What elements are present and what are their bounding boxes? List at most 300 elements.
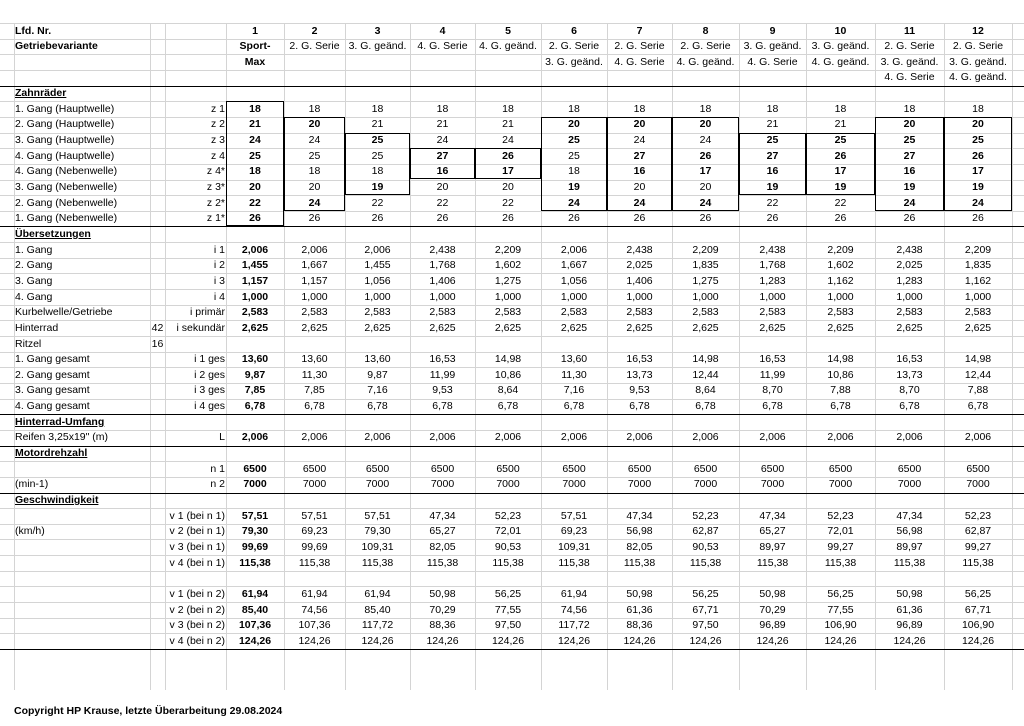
value-cell: 18 (308, 102, 321, 115)
row-symbol: v 4 (bei n 2) (169, 634, 225, 647)
row-symbol: v 1 (bei n 2) (169, 587, 225, 600)
value-cell: 2,025 (896, 259, 923, 272)
column-number: 7 (636, 24, 643, 37)
row-label: Hinterrad (15, 321, 59, 334)
value-cell: 97,50 (692, 619, 719, 632)
value-cell: 26 (699, 149, 712, 162)
value-cell: 52,23 (827, 509, 854, 522)
row-separator (0, 493, 1024, 494)
value-cell: 1,000 (241, 290, 269, 303)
value-cell: 6500 (302, 462, 327, 475)
column-variant: 3. G. geänd. (949, 55, 1007, 68)
value-cell: 2,625 (560, 321, 588, 334)
value-cell: 50,98 (896, 587, 923, 600)
value-cell: 24 (249, 134, 261, 147)
lfd-nr-label: Lfd. Nr. (15, 24, 52, 37)
section-title: Hinterrad-Umfang (15, 415, 105, 428)
value-cell: 13,60 (301, 353, 328, 366)
row-symbol: z 4 (210, 149, 225, 162)
value-cell: 57,51 (364, 509, 391, 522)
value-cell: 17 (972, 165, 984, 178)
row-symbol: v 2 (bei n 2) (169, 603, 225, 616)
value-cell: 2,583 (626, 306, 653, 319)
value-cell: 22 (249, 196, 261, 209)
column-number: 12 (972, 24, 984, 37)
value-cell: 26 (436, 212, 449, 225)
row-separator (0, 86, 1024, 87)
row-symbol: z 3* (206, 181, 225, 193)
value-cell (875, 571, 944, 586)
value-cell: 7000 (828, 478, 853, 491)
column-variant: 4. G. geänd. (811, 55, 870, 68)
value-cell: 72,01 (494, 525, 522, 538)
value-cell: 2,583 (759, 306, 786, 319)
value-cell: 99,69 (241, 540, 269, 553)
value-cell: 26 (568, 212, 580, 225)
column-variant: 3. G. geänd. (743, 40, 802, 53)
value-cell: 61,94 (301, 587, 328, 600)
value-cell: 2,438 (626, 243, 653, 256)
value-cell: 6500 (243, 462, 267, 475)
value-cell: 20 (633, 181, 646, 193)
value-cell: 11,99 (429, 368, 456, 381)
value-cell: 2,006 (827, 431, 854, 444)
value-cell: 16,53 (759, 353, 786, 366)
column-variant: 2. G. Serie (548, 40, 600, 53)
value-cell: 1,000 (896, 290, 923, 303)
row-label: 2. Gang (Hauptwelle) (15, 118, 115, 131)
value-cell: 1,768 (759, 259, 786, 272)
value-cell: 20 (308, 181, 321, 193)
value-cell: 1,056 (560, 274, 588, 287)
value-cell: 20 (903, 118, 916, 131)
value-cell (284, 337, 345, 352)
value-cell: 6500 (627, 462, 652, 475)
value-cell: 20 (972, 118, 984, 131)
value-cell: 124,26 (298, 634, 331, 647)
row-symbol: v 1 (bei n 1) (169, 509, 225, 522)
value-cell: 6500 (828, 462, 853, 475)
column-variant: 3. G. geänd. (348, 40, 407, 53)
value-cell: 19 (972, 181, 984, 193)
value-cell: 115,38 (824, 556, 857, 569)
value-cell: 8,70 (762, 384, 783, 397)
value-cell (284, 571, 345, 586)
value-cell: 61,94 (241, 587, 269, 600)
value-cell: 1,000 (364, 290, 391, 303)
value-cell: 124,26 (491, 634, 525, 647)
row-symbol: i 1 ges (194, 353, 225, 366)
value-cell: 24 (308, 196, 321, 209)
value-cell: 26 (972, 212, 984, 225)
value-cell: 69,23 (301, 525, 328, 538)
value-cell: 1,000 (560, 290, 588, 303)
value-cell: 2,625 (827, 321, 854, 334)
value-cell: 24 (308, 134, 321, 147)
value-cell: 47,34 (429, 509, 456, 522)
value-cell: 50,98 (759, 587, 786, 600)
column-variant: 4. G. geänd. (949, 71, 1007, 84)
value-cell: 1,602 (494, 259, 522, 272)
value-cell: 89,97 (896, 540, 923, 553)
row-symbol: i primär (189, 306, 225, 319)
value-cell: 2,625 (301, 321, 328, 334)
value-cell: 6,78 (244, 400, 266, 413)
value-cell: 82,05 (626, 540, 653, 553)
value-cell: 26 (249, 212, 261, 225)
value-cell: 6500 (496, 462, 520, 475)
value-cell: 26 (903, 212, 916, 225)
value-cell: 19 (371, 181, 384, 193)
value-cell: 69,23 (560, 525, 588, 538)
value-cell: 2,209 (494, 243, 522, 256)
value-cell: 2,583 (494, 306, 522, 319)
row-label: 1. Gang (Hauptwelle) (15, 102, 115, 115)
value-cell: 17 (502, 165, 514, 178)
value-cell: 14,98 (494, 353, 522, 366)
value-cell: 2,438 (896, 243, 923, 256)
value-cell: 24 (633, 196, 646, 209)
row-label: Kurbelwelle/Getriebe (15, 306, 113, 319)
value-cell: 6,78 (762, 400, 783, 413)
value-cell: 1,275 (494, 274, 522, 287)
value-cell: 56,25 (494, 587, 522, 600)
value-cell: 115,38 (689, 556, 722, 569)
value-cell: 27 (633, 149, 646, 162)
row-symbol (166, 571, 225, 586)
value-cell: 115,38 (298, 556, 331, 569)
value-cell: 24 (699, 134, 712, 147)
value-cell: 26 (699, 212, 712, 225)
value-cell: 96,89 (759, 619, 786, 632)
value-cell: 85,40 (241, 603, 269, 616)
value-cell: 1,283 (896, 274, 923, 287)
value-cell (226, 571, 284, 586)
row-symbol: v 4 (bei n 1) (169, 556, 225, 569)
value-cell: 124,26 (824, 634, 857, 647)
value-cell (607, 337, 672, 352)
value-cell: 18 (371, 165, 384, 178)
value-cell: 106,90 (824, 619, 857, 632)
value-cell: 6,78 (695, 400, 716, 413)
value-cell: 57,51 (560, 509, 588, 522)
row-separator (0, 649, 1024, 650)
value-cell: 67,71 (692, 603, 719, 616)
row-separator (0, 414, 1024, 415)
value-cell: 117,72 (558, 619, 590, 632)
value-cell: 57,51 (241, 509, 269, 522)
value-cell: 99,27 (827, 540, 854, 553)
value-cell: 2,583 (241, 306, 269, 319)
value-cell (410, 337, 475, 352)
value-cell: 6500 (760, 462, 785, 475)
value-cell: 107,36 (238, 619, 272, 632)
value-cell (541, 571, 607, 586)
column-number: 10 (834, 24, 847, 37)
value-cell: 2,025 (626, 259, 653, 272)
value-cell: 13,73 (896, 368, 923, 381)
value-cell: 2,583 (827, 306, 854, 319)
value-cell: 26 (766, 212, 779, 225)
value-cell (672, 337, 739, 352)
column-number: 3 (374, 24, 381, 37)
value-cell: 18 (568, 102, 580, 115)
row-symbol: z 3 (210, 134, 225, 147)
value-cell: 2,625 (692, 321, 719, 334)
value-cell: 6,78 (563, 400, 585, 413)
value-cell: 79,30 (364, 525, 391, 538)
value-cell: 1,602 (827, 259, 854, 272)
value-cell: 70,29 (759, 603, 786, 616)
column-number: 1 (252, 24, 258, 37)
value-cell: 18 (766, 102, 779, 115)
value-cell: 97,50 (494, 619, 522, 632)
value-cell: 56,25 (692, 587, 719, 600)
value-cell: 2,006 (241, 243, 269, 256)
value-cell: 26 (633, 212, 646, 225)
value-cell: 2,209 (964, 243, 992, 256)
value-cell: 25 (249, 149, 261, 162)
value-cell: 21 (371, 118, 384, 131)
column-variant: 4. G. geänd. (676, 55, 735, 68)
copyright-footer: Copyright HP Krause, letzte Überarbeitung 29.08.2024 (14, 705, 283, 717)
value-cell: 19 (766, 181, 779, 193)
value-cell: 115,38 (558, 556, 590, 569)
value-cell: 52,23 (692, 509, 719, 522)
value-cell: 22 (502, 196, 514, 209)
value-cell: 16 (633, 165, 646, 178)
value-cell: 124,26 (238, 634, 272, 647)
value-cell: 19 (834, 181, 847, 193)
value-cell: 26 (371, 212, 384, 225)
value-cell: 47,34 (896, 509, 923, 522)
value-cell: 2,625 (364, 321, 391, 334)
value-cell: 6,78 (432, 400, 453, 413)
value-cell: 24 (568, 196, 580, 209)
value-cell: 1,000 (626, 290, 653, 303)
value-cell: 72,01 (827, 525, 854, 538)
column-number: 9 (769, 24, 776, 37)
value-cell: 2,625 (964, 321, 992, 334)
value-cell: 25 (834, 134, 847, 147)
value-cell: 106,90 (961, 619, 995, 632)
value-cell: 1,667 (560, 259, 588, 272)
value-cell: 18 (633, 102, 646, 115)
column-separator (1012, 23, 1013, 690)
value-cell: 2,438 (429, 243, 456, 256)
value-cell: 16 (903, 165, 916, 178)
value-cell: 1,283 (759, 274, 786, 287)
column-number: 2 (311, 24, 318, 37)
value-cell: 26 (502, 212, 514, 225)
column-variant: 2. G. Serie (952, 40, 1004, 53)
value-cell (345, 337, 410, 352)
value-cell: 6,78 (967, 400, 989, 413)
value-cell: 124,26 (557, 634, 591, 647)
value-cell: 7000 (496, 478, 520, 491)
value-cell: 9,87 (367, 368, 388, 381)
value-cell: 2,006 (241, 431, 269, 444)
value-cell: 1,275 (692, 274, 719, 287)
row-symbol: i sekundär (176, 321, 225, 334)
value-cell: 107,36 (298, 619, 331, 632)
value-cell: 6,78 (367, 400, 388, 413)
row-symbol: z 2 (210, 118, 225, 131)
value-cell: 56,25 (827, 587, 854, 600)
value-cell: 27 (766, 149, 779, 162)
value-cell: 9,87 (244, 368, 266, 381)
value-cell: 2,583 (692, 306, 719, 319)
value-cell: 7,88 (967, 384, 989, 397)
value-cell: 25 (972, 134, 984, 147)
value-cell: 25 (371, 149, 384, 162)
value-cell: 6500 (562, 462, 586, 475)
value-cell: 89,97 (759, 540, 786, 553)
value-cell: 13,73 (626, 368, 653, 381)
row-label: 2. Gang (Nebenwelle) (15, 196, 118, 209)
value-cell: 1,056 (364, 274, 391, 287)
value-cell: 1,406 (429, 274, 456, 287)
value-cell (806, 337, 875, 352)
value-cell: 21 (834, 118, 847, 131)
value-cell: 6500 (897, 462, 922, 475)
value-cell: 1,157 (241, 274, 269, 287)
value-cell: 2,583 (560, 306, 588, 319)
value-cell: 2,006 (301, 431, 328, 444)
value-cell: 65,27 (429, 525, 456, 538)
section-title: Zahnräder (15, 87, 67, 100)
value-cell: 14,98 (692, 353, 719, 366)
row-symbol: L (219, 431, 225, 444)
value-cell: 2,209 (827, 243, 854, 256)
row-symbol: n 1 (210, 462, 225, 475)
value-cell: 115,38 (239, 556, 271, 569)
row-label: Reifen 3,25x19" (m) (15, 431, 109, 444)
value-cell: 2,006 (896, 431, 923, 444)
value-cell: 18 (308, 165, 321, 178)
column-variant: 4. G. geänd. (479, 40, 537, 53)
value-cell: 8,64 (695, 384, 716, 397)
row-extra-value: 16 (151, 337, 164, 350)
column-number: 8 (702, 24, 709, 37)
row-separator (0, 446, 1024, 447)
value-cell: 1,162 (964, 274, 992, 287)
value-cell: 20 (699, 118, 712, 131)
column-variant: 2. G. Serie (289, 40, 340, 53)
value-cell: 61,94 (364, 587, 391, 600)
value-cell: 20 (308, 118, 321, 131)
value-cell: 61,36 (896, 603, 923, 616)
row-label: 2. Gang gesamt (15, 368, 90, 381)
section-title: Geschwindigkeit (15, 494, 99, 506)
column-variant: 3. G. geänd. (811, 40, 870, 53)
row-symbol: z 1* (206, 212, 225, 225)
value-cell: 24 (502, 134, 514, 147)
value-cell: 77,55 (827, 603, 854, 616)
value-cell: 2,438 (759, 243, 786, 256)
value-cell: 2,006 (429, 431, 456, 444)
column-variant: 3. G. geänd. (880, 55, 939, 68)
row-extra-value: 42 (151, 321, 164, 334)
value-cell: 2,006 (364, 431, 391, 444)
value-cell: 77,55 (494, 603, 522, 616)
value-cell: 19 (903, 181, 916, 193)
value-cell: 109,31 (361, 540, 394, 553)
row-label: (km/h) (15, 525, 45, 538)
value-cell: 62,87 (964, 525, 992, 538)
value-cell: 115,38 (893, 556, 926, 569)
value-cell: 27 (436, 149, 449, 162)
value-cell: 2,583 (896, 306, 923, 319)
value-cell: 26 (502, 149, 514, 162)
value-cell: 20 (699, 181, 712, 193)
value-cell: 7000 (562, 478, 586, 491)
value-cell: 90,53 (692, 540, 719, 553)
value-cell: 14,98 (827, 353, 854, 366)
value-cell: 2,209 (692, 243, 719, 256)
value-cell: 17 (699, 165, 712, 178)
value-cell: 56,98 (896, 525, 923, 538)
value-cell: 7000 (693, 478, 718, 491)
value-cell: 25 (371, 134, 384, 147)
value-cell: 22 (834, 196, 847, 209)
column-variant: 4. G. Serie (614, 55, 665, 68)
value-cell: 16,53 (626, 353, 653, 366)
row-label: 4. Gang (15, 290, 53, 303)
value-cell (672, 571, 739, 586)
value-cell: 20 (249, 181, 261, 193)
value-cell: 21 (502, 118, 514, 131)
value-cell: 6500 (430, 462, 455, 475)
value-cell: 1,000 (301, 290, 328, 303)
value-cell: 7000 (627, 478, 652, 491)
value-cell: 22 (371, 196, 384, 209)
value-cell: 2,006 (759, 431, 786, 444)
value-cell: 26 (972, 149, 984, 162)
value-cell: 1,157 (301, 274, 328, 287)
value-cell: 2,006 (692, 431, 719, 444)
value-cell: 79,30 (241, 525, 269, 538)
value-cell: 90,53 (494, 540, 522, 553)
value-cell: 115,38 (962, 556, 994, 569)
value-cell: 1,000 (494, 290, 522, 303)
value-cell: 2,625 (759, 321, 786, 334)
value-cell: 18 (568, 165, 580, 178)
value-cell: 18 (371, 102, 384, 115)
value-cell: 61,94 (560, 587, 588, 600)
value-cell: 7000 (897, 478, 922, 491)
column-number: 11 (903, 24, 916, 37)
value-cell: 18 (249, 102, 261, 115)
value-cell: 7000 (760, 478, 785, 491)
value-cell: 52,23 (494, 509, 522, 522)
value-cell: 1,455 (241, 259, 269, 272)
value-cell: 7,88 (830, 384, 851, 397)
value-cell: 6500 (966, 462, 990, 475)
value-cell: 124,26 (361, 634, 394, 647)
value-cell: 20 (568, 118, 580, 131)
row-label: 3. Gang (Nebenwelle) (15, 181, 118, 193)
value-cell: 26 (834, 212, 847, 225)
value-cell: 7,16 (563, 384, 585, 397)
value-cell: 2,006 (560, 243, 588, 256)
value-cell: 61,36 (626, 603, 653, 616)
value-cell: 21 (766, 118, 779, 131)
value-cell: 65,27 (759, 525, 786, 538)
value-cell: 24 (633, 134, 646, 147)
column-variant: 2. G. Serie (614, 40, 665, 53)
value-cell: 115,38 (756, 556, 789, 569)
